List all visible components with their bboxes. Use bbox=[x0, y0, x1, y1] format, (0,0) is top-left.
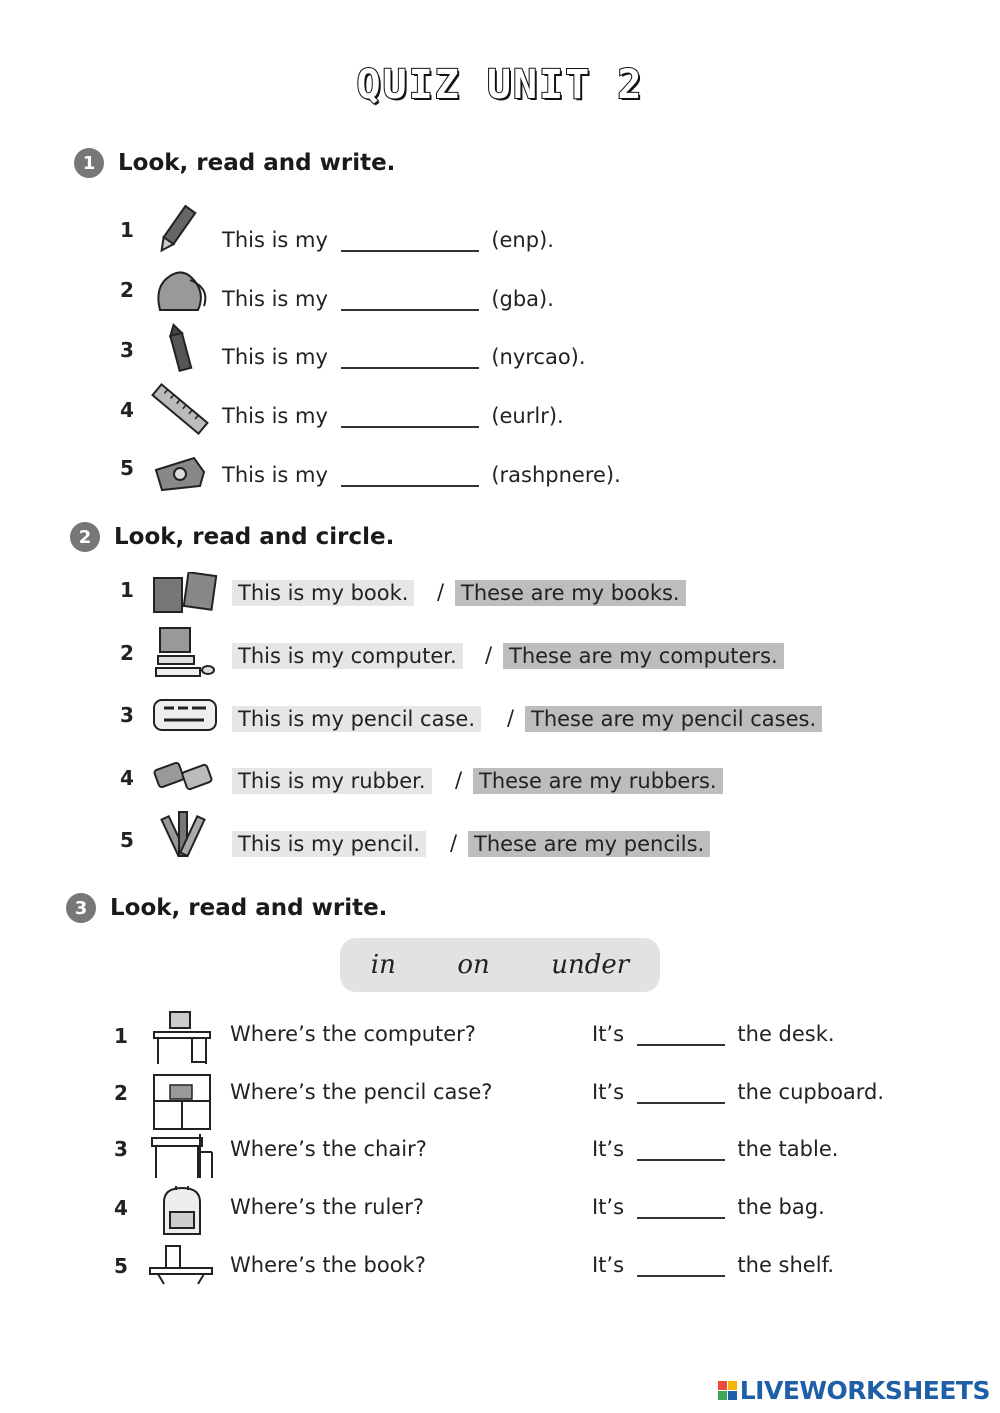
item-number: 1 bbox=[114, 1024, 128, 1048]
separator: / bbox=[485, 643, 493, 667]
answer-sentence bbox=[592, 1022, 835, 1046]
answer-blank[interactable] bbox=[341, 309, 479, 311]
option-plural[interactable]: These are my pencils. bbox=[468, 831, 710, 857]
word-bank bbox=[340, 938, 660, 992]
answer-blank[interactable] bbox=[341, 367, 479, 369]
table-icon bbox=[150, 1130, 214, 1182]
answer-suffix: the shelf. bbox=[737, 1253, 835, 1277]
section-2-header bbox=[70, 522, 394, 552]
computer-icon bbox=[150, 626, 216, 680]
page-title: QUIZ UNIT 2 bbox=[356, 62, 644, 108]
section-title: Look, read and write. bbox=[110, 895, 388, 921]
section-3-header bbox=[66, 893, 387, 923]
desk-icon bbox=[152, 1010, 212, 1066]
separator: / bbox=[507, 706, 515, 730]
question: Where’s the chair? bbox=[230, 1137, 427, 1161]
section-number: 2 bbox=[70, 522, 100, 552]
section-number: 1 bbox=[74, 148, 104, 178]
item-number: 5 bbox=[120, 828, 134, 852]
sentence-prefix: This is my bbox=[222, 345, 328, 369]
answer-blank[interactable] bbox=[637, 1275, 725, 1277]
word-on: on bbox=[457, 950, 490, 980]
shelf-icon bbox=[148, 1244, 214, 1286]
word-in: in bbox=[370, 950, 396, 980]
answer-sentence bbox=[592, 1195, 825, 1219]
crayon-icon bbox=[160, 322, 200, 376]
sharpener-icon bbox=[150, 450, 208, 494]
question: Where’s the ruler? bbox=[230, 1195, 424, 1219]
separator: / bbox=[455, 768, 463, 792]
item-number: 2 bbox=[120, 278, 134, 302]
cupboard-icon bbox=[152, 1073, 212, 1131]
sentence-prefix: This is my bbox=[222, 463, 328, 487]
option-plural[interactable]: These are my books. bbox=[455, 580, 686, 606]
item-number: 4 bbox=[114, 1196, 128, 1220]
sentence bbox=[222, 404, 564, 428]
section-1-header bbox=[74, 148, 395, 178]
answer-blank[interactable] bbox=[637, 1159, 725, 1161]
liveworksheets-logo bbox=[718, 1376, 990, 1405]
ruler-icon bbox=[148, 380, 212, 438]
item-number: 4 bbox=[120, 766, 134, 790]
answer-prefix: It’s bbox=[592, 1080, 625, 1104]
pencil-icon bbox=[152, 203, 200, 257]
scrambled-hint: (gba). bbox=[491, 287, 554, 311]
item-number: 5 bbox=[114, 1254, 128, 1278]
sentence bbox=[222, 287, 554, 311]
separator: / bbox=[437, 580, 445, 604]
answer-blank[interactable] bbox=[637, 1217, 725, 1219]
option-singular[interactable]: This is my book. bbox=[232, 580, 414, 606]
scrambled-hint: (enp). bbox=[491, 228, 554, 252]
question: Where’s the computer? bbox=[230, 1022, 476, 1046]
separator: / bbox=[450, 831, 458, 855]
option-plural[interactable]: These are my pencil cases. bbox=[525, 706, 822, 732]
answer-prefix: It’s bbox=[592, 1195, 625, 1219]
pencil-case-icon bbox=[150, 692, 220, 738]
sentence bbox=[222, 228, 554, 252]
scrambled-hint: (rashpnere). bbox=[491, 463, 621, 487]
option-singular[interactable]: This is my pencil. bbox=[232, 831, 426, 857]
option-plural[interactable]: These are my computers. bbox=[503, 643, 784, 669]
answer-sentence bbox=[592, 1137, 838, 1161]
item-number: 4 bbox=[120, 398, 134, 422]
scrambled-hint: (eurlr). bbox=[491, 404, 564, 428]
item-number: 3 bbox=[114, 1137, 128, 1161]
section-number: 3 bbox=[66, 893, 96, 923]
scrambled-hint: (nyrcao). bbox=[491, 345, 586, 369]
answer-suffix: the desk. bbox=[737, 1022, 835, 1046]
bag-icon bbox=[150, 266, 210, 316]
item-number: 1 bbox=[120, 578, 134, 602]
sentence-prefix: This is my bbox=[222, 404, 328, 428]
answer-blank[interactable] bbox=[637, 1102, 725, 1104]
section-title: Look, read and circle. bbox=[114, 524, 395, 550]
answer-blank[interactable] bbox=[637, 1044, 725, 1046]
answer-prefix: It’s bbox=[592, 1253, 625, 1277]
option-plural[interactable]: These are my rubbers. bbox=[473, 768, 723, 794]
sentence-prefix: This is my bbox=[222, 287, 328, 311]
item-number: 3 bbox=[120, 338, 134, 362]
backpack-icon bbox=[156, 1184, 208, 1238]
item-number: 1 bbox=[120, 218, 134, 242]
item-number: 3 bbox=[120, 703, 134, 727]
question: Where’s the pencil case? bbox=[230, 1080, 493, 1104]
word-under: under bbox=[551, 950, 630, 980]
item-number: 2 bbox=[120, 641, 134, 665]
answer-sentence bbox=[592, 1253, 834, 1277]
answer-blank[interactable] bbox=[341, 485, 479, 487]
answer-suffix: the bag. bbox=[737, 1195, 825, 1219]
answer-prefix: It’s bbox=[592, 1137, 625, 1161]
answer-suffix: the cupboard. bbox=[737, 1080, 885, 1104]
section-title: Look, read and write. bbox=[118, 150, 396, 176]
answer-blank[interactable] bbox=[341, 426, 479, 428]
books-icon bbox=[150, 572, 220, 614]
answer-blank[interactable] bbox=[341, 250, 479, 252]
option-singular[interactable]: This is my rubber. bbox=[232, 768, 432, 794]
option-singular[interactable]: This is my pencil case. bbox=[232, 706, 481, 732]
answer-prefix: It’s bbox=[592, 1022, 625, 1046]
item-number: 2 bbox=[114, 1081, 128, 1105]
option-singular[interactable]: This is my computer. bbox=[232, 643, 463, 669]
sentence bbox=[222, 463, 621, 487]
answer-suffix: the table. bbox=[737, 1137, 839, 1161]
pencils-icon bbox=[154, 810, 212, 864]
sentence bbox=[222, 345, 586, 369]
answer-sentence bbox=[592, 1080, 884, 1104]
rubbers-icon bbox=[152, 756, 218, 796]
logo-text: LIVEWORKSHEETS bbox=[739, 1376, 990, 1405]
question: Where’s the book? bbox=[230, 1253, 426, 1277]
sentence-prefix: This is my bbox=[222, 228, 328, 252]
logo-mark-icon bbox=[718, 1381, 737, 1400]
item-number: 5 bbox=[120, 456, 134, 480]
